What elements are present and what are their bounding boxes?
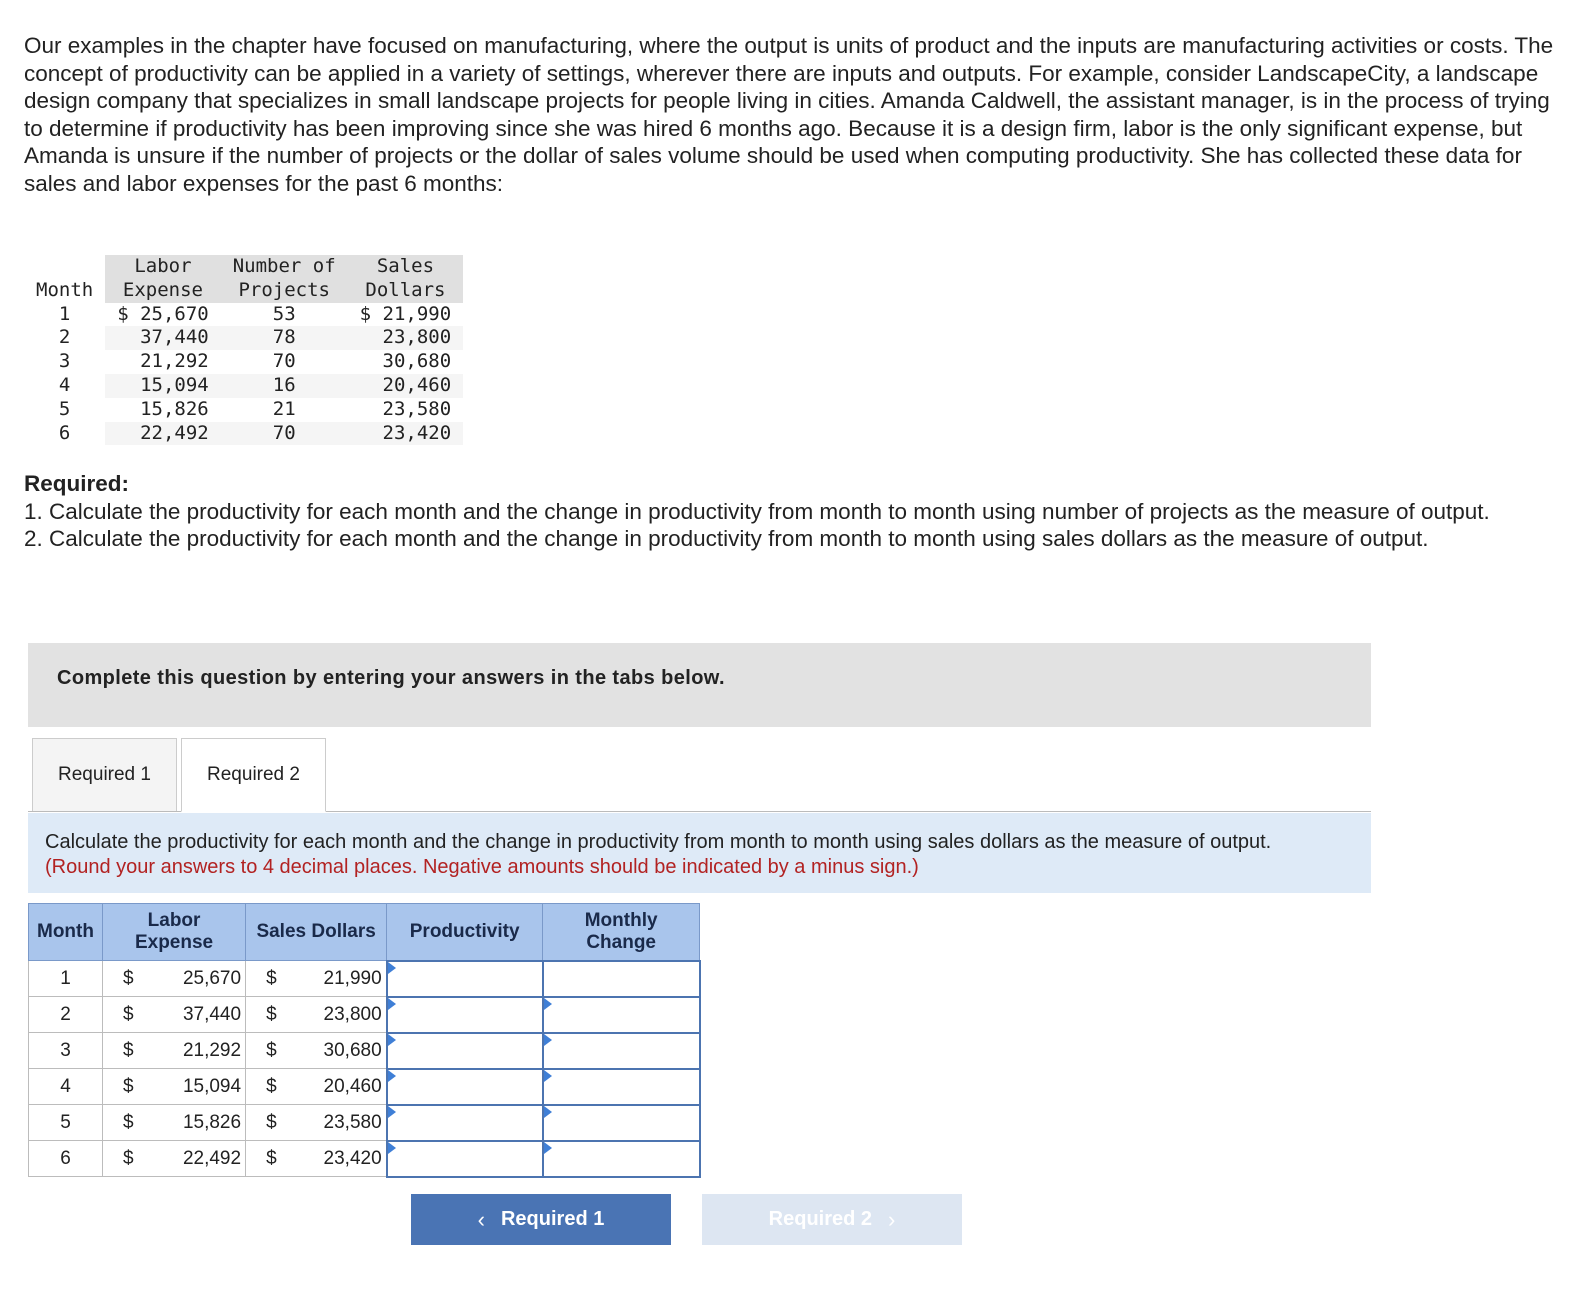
col-monthly-change: Monthly Change [543,904,700,961]
table-row: 1 $ 25,670 $ 21,990 [29,961,700,997]
answer-table [28,903,701,1178]
tab-required-1[interactable]: Required 1 [32,738,177,812]
table-row: 6 $ 22,492 $ 23,420 [29,1141,700,1177]
input-marker-icon [388,962,396,974]
col-month: Month [24,255,105,303]
table-row: 3 $ 21,292 $ 30,680 [29,1033,700,1069]
data-table-header [24,255,463,303]
monthly-change-input[interactable] [544,1070,699,1104]
answer-table-header [29,904,700,961]
next-required-2-button[interactable] [702,1194,962,1245]
input-marker-icon [388,1142,396,1154]
input-marker-icon [388,1106,396,1118]
table-row: 4 $ 15,094 $ 20,460 [29,1069,700,1105]
productivity-input[interactable] [388,1034,542,1068]
data-table [24,255,463,445]
productivity-input[interactable] [388,962,542,996]
input-marker-icon [544,1142,552,1154]
monthly-change-input[interactable] [544,998,699,1032]
data-row: 4 15,094 16 20,460 [24,374,463,398]
required-item-1: 1. Calculate the productivity for each month and the change in productivity from month to month using number of projects as the measure of output. [24,498,1490,524]
rounding-note: (Round your answers to 4 decimal places. Negative amounts should be indicated by a minus sign.) [45,855,919,878]
monthly-change-input[interactable] [544,1034,699,1068]
input-marker-icon [388,1070,396,1082]
instruction-banner [28,643,1371,727]
table-row: 2 $ 37,440 $ 23,800 [29,997,700,1033]
required-title: Required: [24,471,130,496]
input-marker-icon [544,1034,552,1046]
input-marker-icon [388,998,396,1010]
data-row: 5 15,826 21 23,580 [24,398,463,422]
monthly-change-input[interactable] [544,1142,699,1176]
col-sales-dollars: Sales Dollars [348,255,464,303]
col-labor-expense: Labor Expense [105,255,221,303]
prev-button-label: Required 1 [500,1208,605,1230]
problem-intro: Our examples in the chapter have focused on manufacturing, where the output is units of product and the inputs are manufacturing activities or costs. The concept of productivity can be applied in a variety of settings, wherever there are inputs and outputs. For example, consider LandscapeCity, a landscape design company that specializes in small landscape projects for people living in cities. Amanda Caldwell, the assistant manager, is in the process of trying to determine if productivity has been improving since she was hired 6 months ago. Because it is a design firm, labor is the only significant expense, but Amanda is unsure if the number of projects or the dollar of sales volume should be used when computing productivity. She has collected these data for sales and labor expenses for the past 6 months: [24,33,1554,196]
col-month: Month [29,904,103,961]
data-row: 3 21,292 70 30,680 [24,350,463,374]
instruction-text: Complete this question by entering your answers in the tabs below. [57,667,725,689]
productivity-input[interactable] [388,998,542,1032]
data-row: 1 $ 25,670 53 $ 21,990 [24,303,463,327]
table-row: 5 $ 15,826 $ 23,580 [29,1105,700,1141]
required-item-2: 2. Calculate the productivity for each month and the change in productivity from month to month using sales dollars as the measure of output. [24,526,1429,552]
input-marker-icon [544,1070,552,1082]
task-text: Calculate the productivity for each month and the change in productivity from month to month using sales dollars as the measure of output. [45,831,1272,853]
col-labor-expense: Labor Expense [103,904,246,961]
data-row: 6 22,492 70 23,420 [24,422,463,446]
chevron-right-icon: › [888,1206,896,1232]
task-instructions [28,813,1371,893]
input-marker-icon [544,998,552,1010]
input-marker-icon [388,1034,396,1046]
productivity-input[interactable] [388,1142,542,1176]
monthly-change-input[interactable] [544,1106,699,1140]
input-marker-icon [544,1106,552,1118]
monthly-change-input[interactable] [544,962,699,996]
next-button-label: Required 2 [768,1208,873,1230]
productivity-input[interactable] [388,1070,542,1104]
col-number-of-projects: Number of Projects [221,255,348,303]
chevron-left-icon: ‹ [477,1206,485,1232]
productivity-input[interactable] [388,1106,542,1140]
data-row: 2 37,440 78 23,800 [24,326,463,350]
col-productivity: Productivity [387,904,543,961]
tab-required-2[interactable]: Required 2 [181,738,326,812]
prev-required-1-button[interactable] [411,1194,671,1245]
required-section [24,470,1544,553]
col-sales-dollars: Sales Dollars [246,904,387,961]
